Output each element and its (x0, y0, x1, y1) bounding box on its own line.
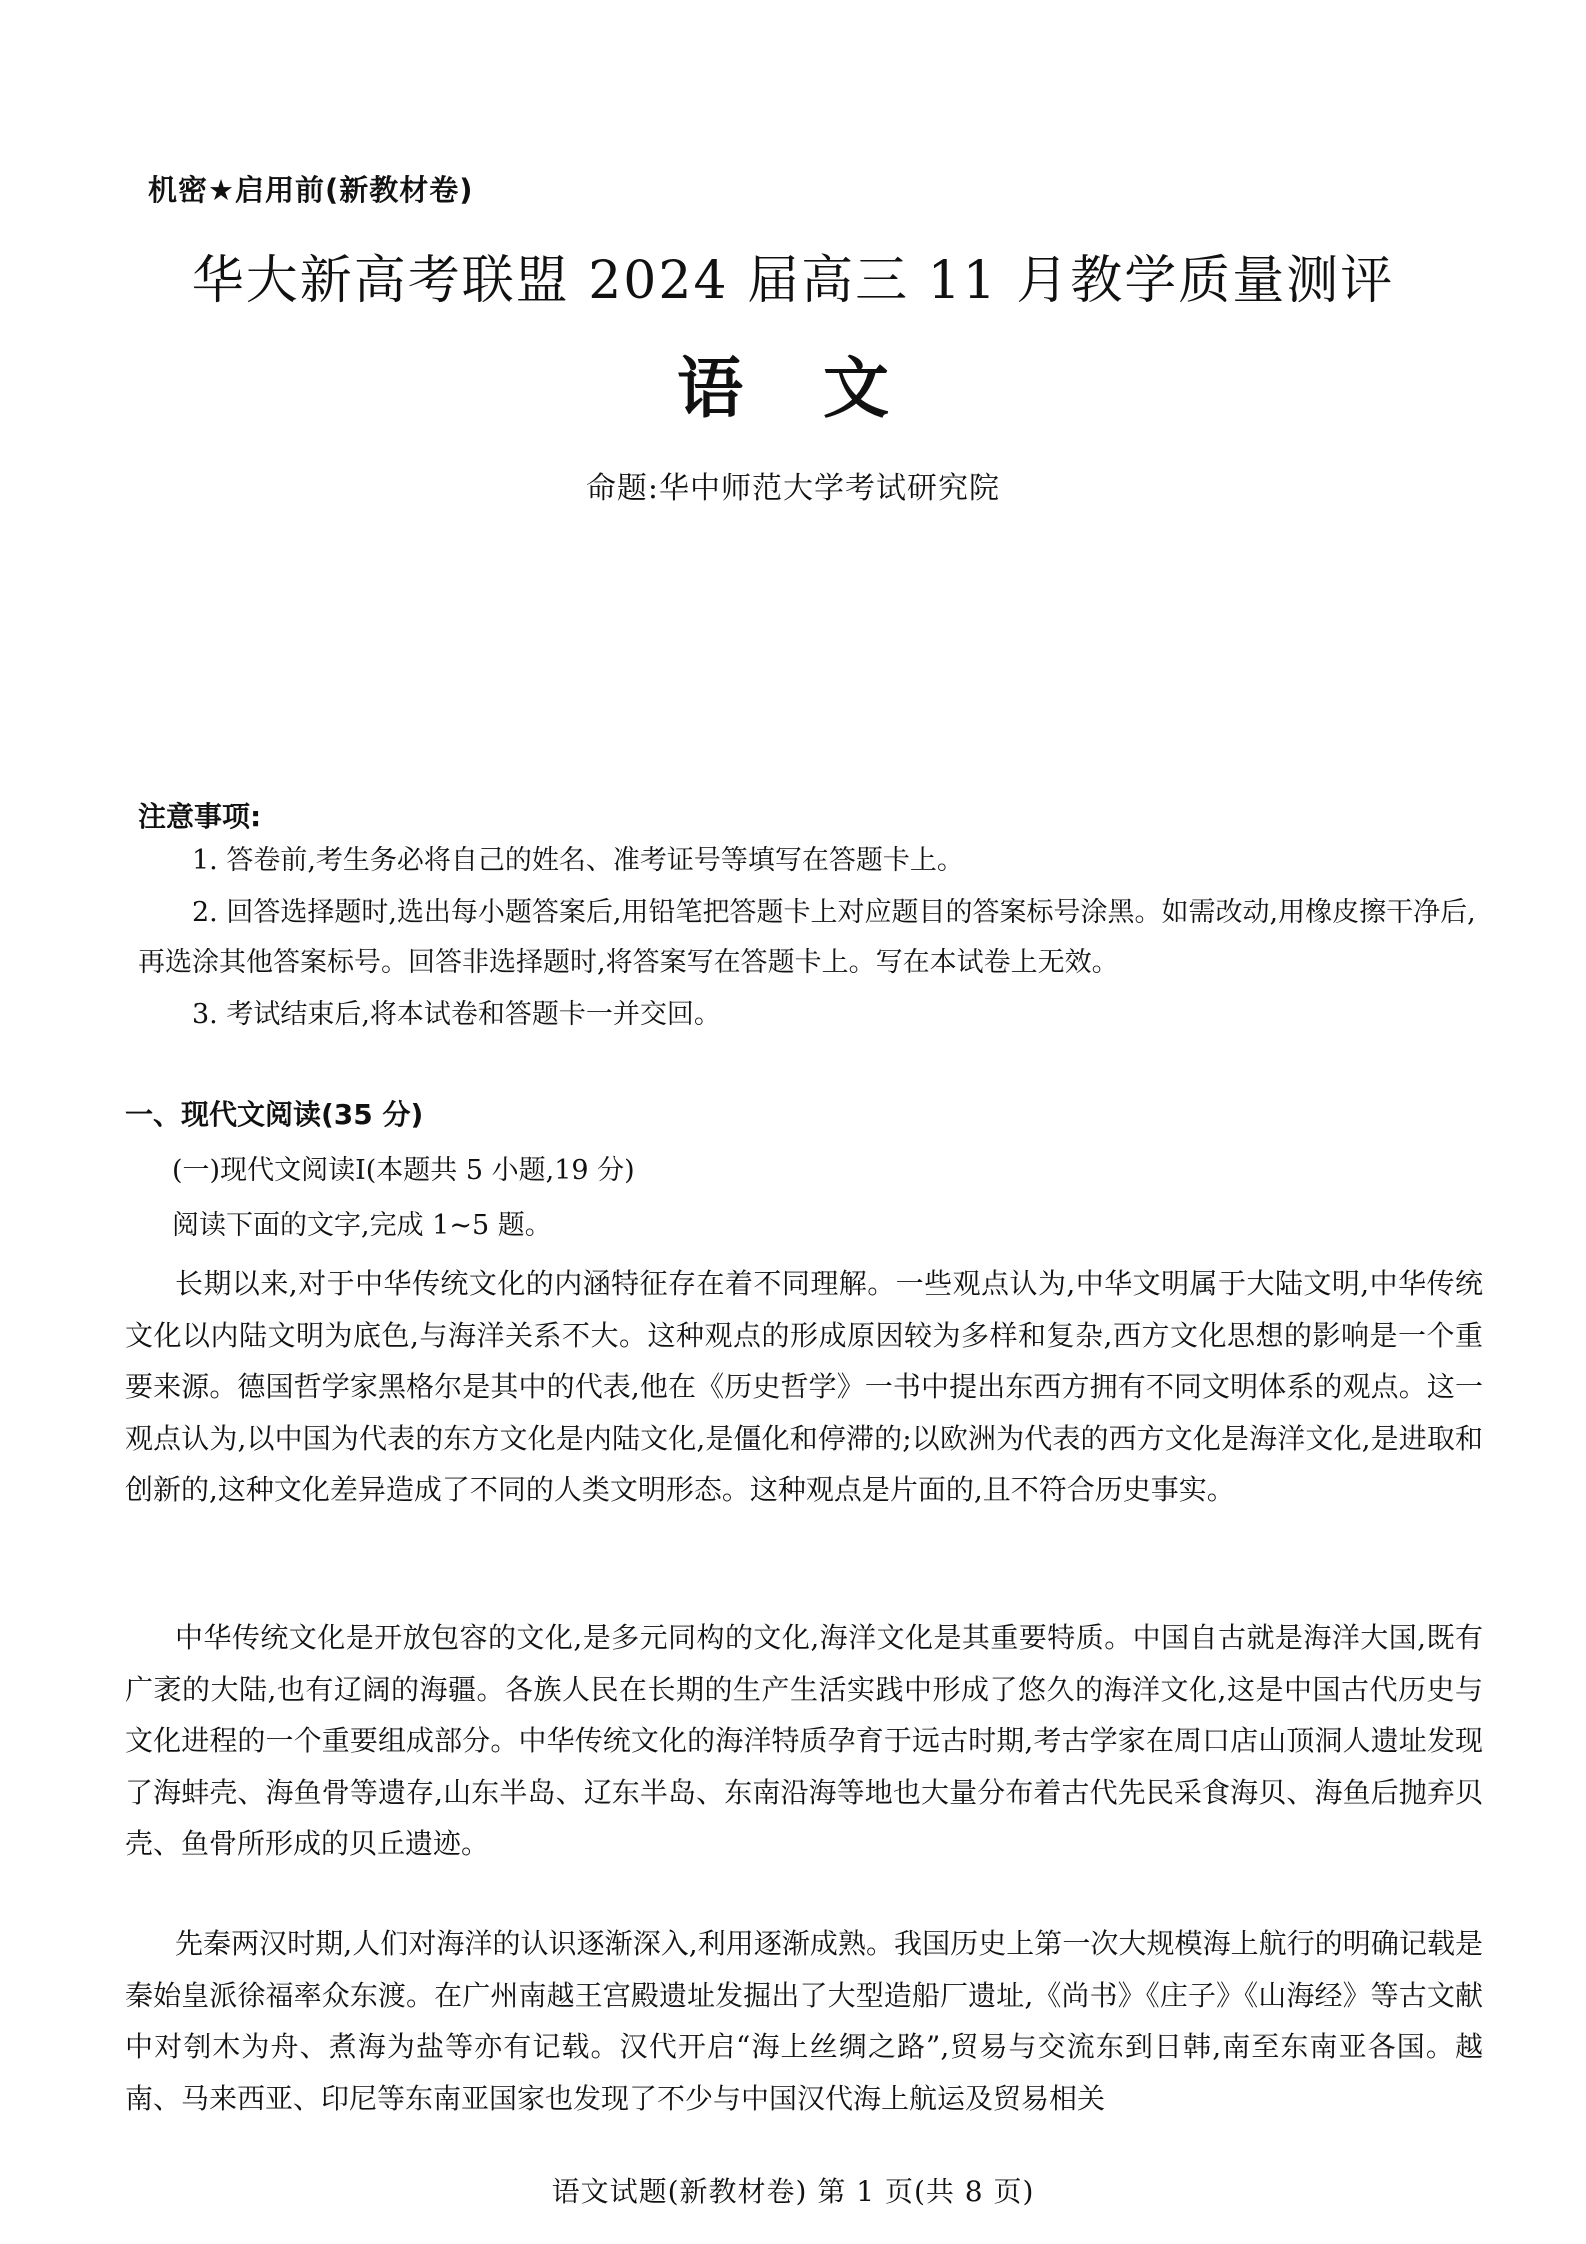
notice-item: 1. 答卷前,考生务必将自己的姓名、准考证号等填写在答题卡上。 (192, 845, 964, 876)
reading-instruction: 阅读下面的文字,完成 1~5 题。 (172, 1210, 552, 1241)
passage-paragraph: 中华传统文化是开放包容的文化,是多元同构的文化,海洋文化是其重要特质。中国自古就是海洋大国,既有广袤的大陆,也有辽阔的海疆。各族人民在长期的生产生活实践中形成了悠久的海洋文化,这是中国古代历史与文化进程的一个重要组成部分。中华传统文化的海洋特质孕育于远古时期,考古学家在周口店山顶洞人遗址发现了海蚌壳、海鱼骨等遗存,山东半岛、辽东半岛、东南沿海等地也大量分布着古代先民采食海贝、海鱼后抛弃贝壳、鱼骨所形成的贝丘遗迹。 (125, 1621, 1483, 1860)
confidential-label: 机密★启用前(新教材卷) (148, 173, 474, 207)
notice-item: 3. 考试结束后,将本试卷和答题卡一并交回。 (192, 999, 721, 1030)
notice-heading: 注意事项: (138, 800, 262, 833)
section-subtitle: (一)现代文阅读Ⅰ(本题共 5 小题,19 分) (172, 1155, 635, 1186)
exam-title: 华大新高考联盟 2024 届高三 11 月教学质量测评 (191, 251, 1395, 311)
subject-title: 语文 (677, 350, 969, 427)
author-line: 命题:华中师范大学考试研究院 (585, 471, 1001, 506)
page-footer: 语文试题(新教材卷) 第 1 页(共 8 页) (551, 2175, 1035, 2208)
passage-paragraph: 先秦两汉时期,人们对海洋的认识逐渐深入,利用逐渐成熟。我国历史上第一次大规模海上航行的明确记载是秦始皇派徐福率众东渡。在广州南越王宫殿遗址发掘出了大型造船厂遗址,《尚书》《庄子》《山海经》等古文献中对刳木为舟、煮海为盐等亦有记载。汉代开启“海上丝绸之路”,贸易与交流东到日韩,南至东南亚各国。越南、马来西亚、印尼等东南亚国家也发现了不少与中国汉代海上航运及贸易相关 (125, 1927, 1483, 2115)
passage-paragraph: 长期以来,对于中华传统文化的内涵特征存在着不同理解。一些观点认为,中华文明属于大陆文明,中华传统文化以内陆文明为底色,与海洋关系不大。这种观点的形成原因较为多样和复杂,西方文化思想的影响是一个重要来源。德国哲学家黑格尔是其中的代表,他在《历史哲学》一书中提出东西方拥有不同文明体系的观点。这一观点认为,以中国为代表的东方文化是内陆文化,是僵化和停滞的;以欧洲为代表的西方文化是海洋文化,是进取和创新的,这种文化差异造成了不同的人类文明形态。这种观点是片面的,且不符合历史事实。 (125, 1267, 1483, 1506)
section-title: 一、现代文阅读(35 分) (125, 1098, 424, 1131)
notice-item: 2. 回答选择题时,选出每小题答案后,用铅笔把答题卡上对应题目的答案标号涂黑。如需改动,用橡皮擦干净后,再选涂其他答案标号。回答非选择题时,将答案写在答题卡上。写在本试卷上无效。 (138, 897, 1476, 978)
